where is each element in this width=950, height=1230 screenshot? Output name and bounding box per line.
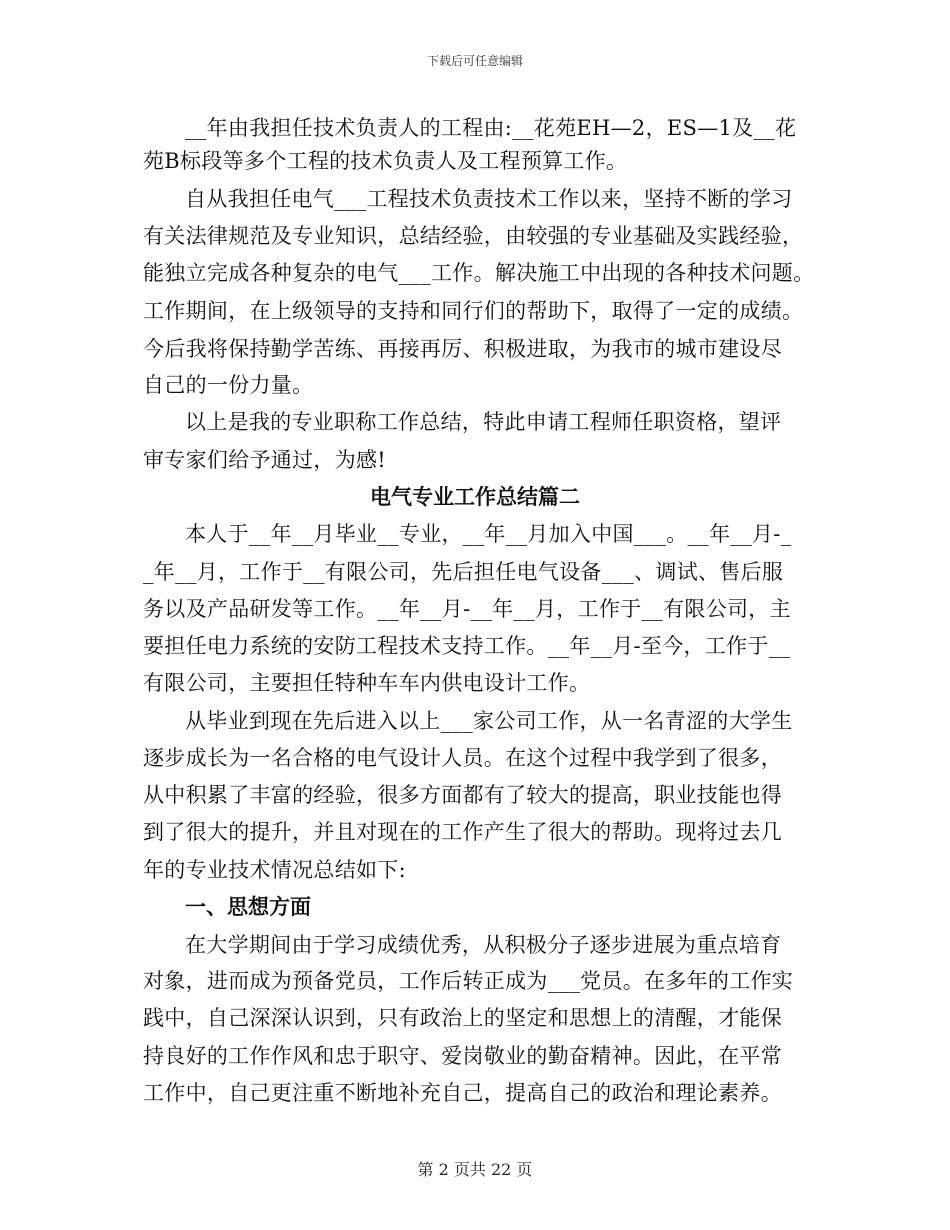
section-heading: 一、思想方面 xyxy=(185,894,311,919)
paragraph-line: 年的专业技术情况总结如下: xyxy=(143,858,406,882)
paragraph-line: 今后我将保持勤学苦练、再接再厉、积极进取，为我市的城市建设尽 xyxy=(143,337,782,361)
paragraph-line: 有关法律规范及专业知识，总结经验，由较强的专业基础及实践经验， xyxy=(143,224,804,248)
paragraph-line: 务以及产品研发等工作。__年__月-__年__月，工作于__有限公司，主 xyxy=(143,597,791,621)
paragraph-line: 要担任电力系统的安防工程技术支持工作。__年__月-至今，工作于__ xyxy=(143,634,791,658)
paragraph-line: 自己的一份力量。 xyxy=(143,373,314,397)
paragraph-line: _年__月，工作于__有限公司，先后担任电气设备___、调试、售后服 xyxy=(143,560,784,584)
paragraph-line: 以上是我的专业职称工作总结，特此申请工程师任职资格，望评 xyxy=(185,410,782,434)
paragraph-line: 工作中，自己更注重不断地补充自己，提高自己的政治和理论素养。 xyxy=(143,1081,782,1105)
paragraph-line: 能独立完成各种复杂的电气___工作。解决施工中出现的各种技术问题。 xyxy=(143,261,815,285)
paragraph-line: 在大学期间由于学习成绩优秀，从积极分子逐步进展为重点培育 xyxy=(185,933,782,957)
paragraph-line: 从毕业到现在先后进入以上___家公司工作，从一名青涩的大学生 xyxy=(185,709,793,733)
paragraph-line: 践中，自己深深认识到，只有政治上的坚定和思想上的清醒，才能保 xyxy=(143,1006,782,1030)
paragraph-line: 逐步成长为一名合格的电气设计人员。在这个过程中我学到了很多， xyxy=(143,746,782,770)
paragraph-line: 对象，进而成为预备党员，工作后转正成为___党员。在多年的工作实 xyxy=(143,969,794,993)
paragraph-line: 苑B标段等多个工程的技术负责人及工程预算工作。 xyxy=(143,149,628,173)
paragraph-line: 持良好的工作作风和忠于职守、爱岗敬业的勤奋精神。因此，在平常 xyxy=(143,1044,782,1068)
paragraph-line: 本人于__年__月毕业__专业，__年__月加入中国___。__年__月-_ xyxy=(185,522,792,546)
paragraph-line: 审专家们给予通过，为感! xyxy=(143,448,387,472)
paragraph-line: 工作期间，在上级领导的支持和同行们的帮助下，取得了一定的成绩。 xyxy=(143,299,804,323)
page-header: 下载后可任意编辑 xyxy=(426,54,523,68)
paragraph-line: __年由我担任技术负责人的工程由:__花苑EH—2，ES—1及__花 xyxy=(185,116,797,140)
section-title: 电气专业工作总结篇二 xyxy=(370,484,580,509)
paragraph-line: 到了很大的提升，并且对现在的工作产生了很大的帮助。现将过去几 xyxy=(143,820,782,844)
paragraph-line: 自从我担任电气___工程技术负责技术工作以来，坚持不断的学习 xyxy=(185,187,793,211)
paragraph-line: 从中积累了丰富的经验，很多方面都有了较大的提高，职业技能也得 xyxy=(143,783,782,807)
page-footer: 第 2 页共 22 页 xyxy=(417,1160,533,1179)
paragraph-line: 有限公司，主要担任特种车车内供电设计工作。 xyxy=(143,671,591,695)
